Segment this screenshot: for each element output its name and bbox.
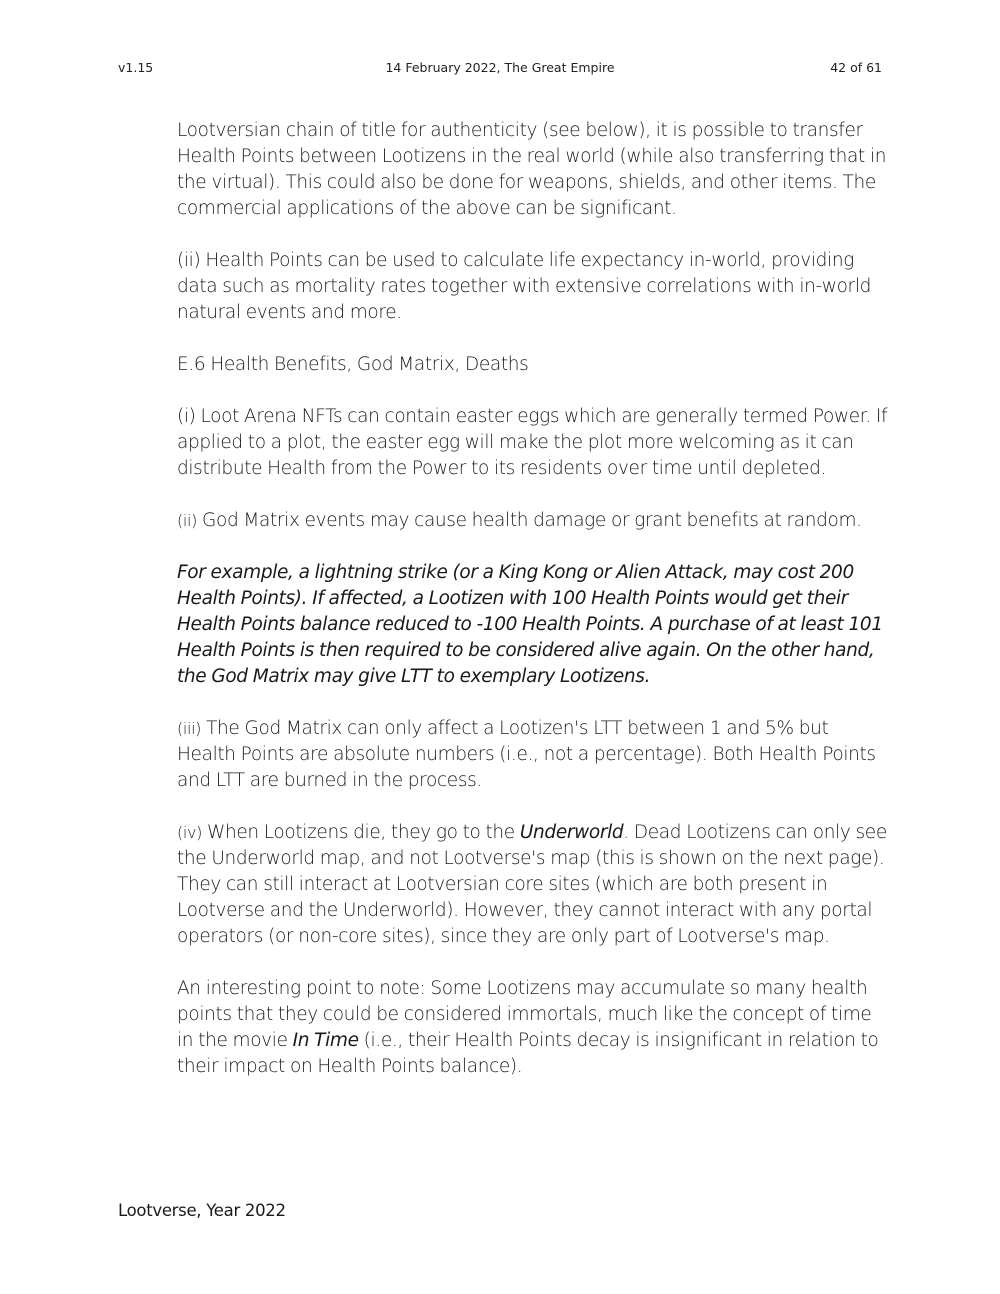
- item-text: (i.e., their Health Points decay is insignificant in relation to their impact on Health Points balance).: [177, 1030, 879, 1077]
- item-text: God Matrix events may cause health damage or grant benefits at random.: [196, 510, 862, 531]
- item-label: (iii): [177, 719, 202, 738]
- paragraph-life-expectancy: (ii) Health Points can be used to calculate life expectancy in-world, providing data such as mortality rates together with extensive correlations with in-world natural events and more.: [177, 250, 871, 323]
- item-label: (iv): [177, 823, 202, 842]
- emphasis-underworld: Underworld: [519, 822, 624, 843]
- paragraph-example: For example, a lightning strike (or a King Kong or Alien Attack, may cost 200 Health Points). If affected, a Lootizen with 100 Health Points would get their Health Points balance reduced to -100 Health Points. A purchase of at least 101 Health Points is then required to be considered alive again. On the other hand, the God Matrix may give LTT to exemplary Lootizens.: [177, 562, 883, 687]
- document-body: [177, 118, 889, 1106]
- item-text: . Dead Lootizens can only see the Underworld map, and not Lootverse's map (this is shown on the next page). They can still interact at Lootversian core sites (which are both present in Lootverse and the Underworld). However, they cannot interact with any portal operators (or non-core sites), since they are only part of Lootverse's map.: [177, 822, 887, 947]
- page-header: [118, 60, 882, 78]
- paragraph-easter-eggs: (i) Loot Arena NFTs can contain easter eggs which are generally termed Power. If applied to a plot, the easter egg will make the plot more welcoming as it can distribute Health from the Power to its residents over time until depleted.: [177, 406, 888, 479]
- paragraph-god-matrix-events: [177, 508, 889, 534]
- emphasis-movie-title: In Time: [292, 1030, 359, 1051]
- paragraph-immortals: [177, 976, 889, 1080]
- item-label: (ii): [177, 511, 197, 530]
- document-date-title: 14 February 2022, The Great Empire: [385, 60, 615, 75]
- paragraph-underworld: [177, 820, 889, 950]
- paragraph-ltt-effect: [177, 716, 889, 794]
- page-number: 42 of 61: [830, 60, 882, 75]
- page-footer: Lootverse, Year 2022: [118, 1201, 286, 1220]
- item-text: The God Matrix can only affect a Lootizen's LTT between 1 and 5% but Health Points are absolute numbers (i.e., not a percentage). Both Health Points and LTT are burned in the process.: [177, 718, 876, 791]
- item-text: When Lootizens die, they go to the: [202, 822, 520, 843]
- document-version: v1.15: [118, 60, 154, 75]
- section-heading: E.6 Health Benefits, God Matrix, Deaths: [177, 354, 529, 375]
- item-text: An interesting point to note: Some Lootizens may accumulate so many health points that they could be considered immortals, much like the concept of time in the movie: [177, 978, 872, 1051]
- paragraph-chain-of-title: Lootversian chain of title for authenticity (see below), it is possible to transfer Health Points between Lootizens in the real world (while also transferring that in the virtual). This could also be done for weapons, shields, and other items. The commercial applications of the above can be significant.: [177, 120, 887, 219]
